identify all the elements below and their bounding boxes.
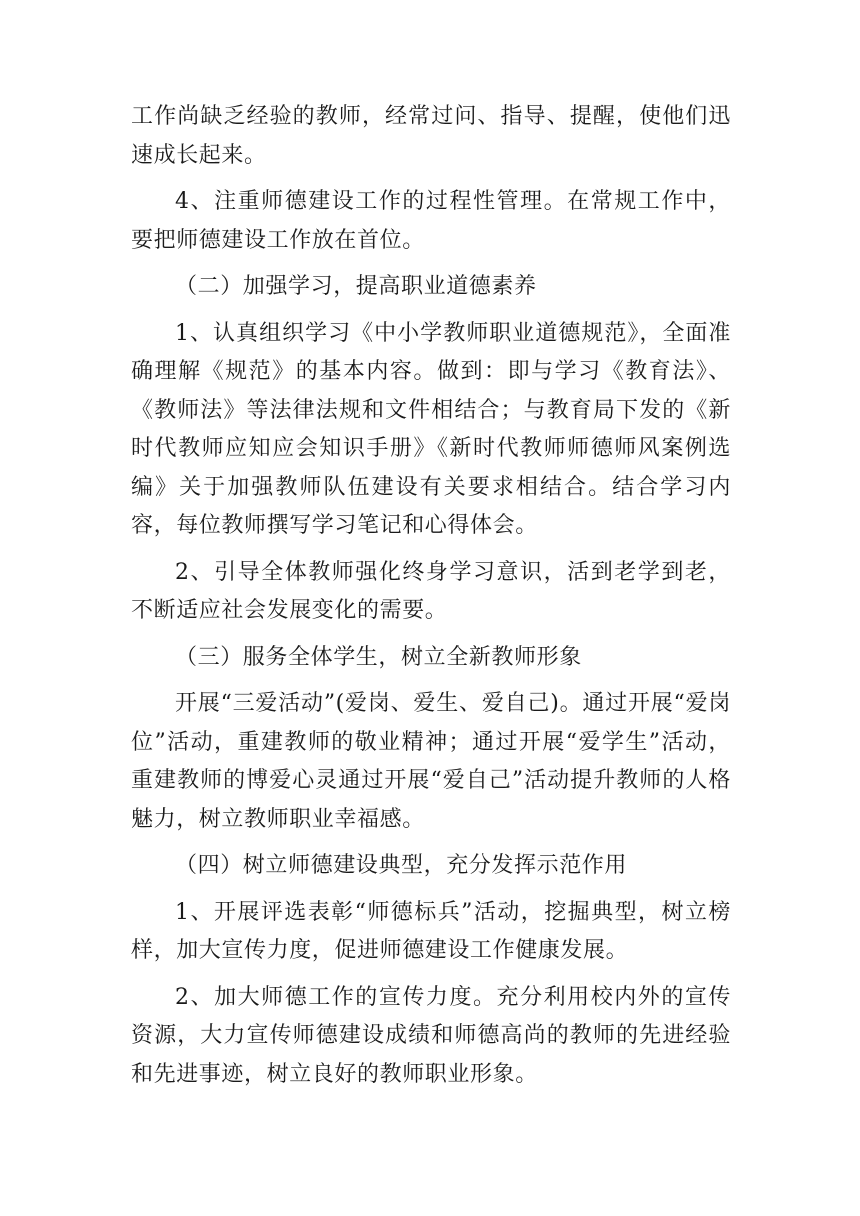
paragraph-three-love: 开展“三爱活动”(爱岗、爱生、爱自己)。通过开展“爱岗位”活动，重建教师的敬业精神；通过开展“爱学生”活动，重建教师的博爱心灵通过开展“爱自己”活动提升教师的人格魅力，树立教师职业幸福感。 bbox=[131, 691, 731, 832]
section-heading-2: （二）加强学习，提高职业道德素养 bbox=[175, 274, 537, 299]
section-heading-3: （三）服务全体学生，树立全新教师形象 bbox=[175, 644, 582, 670]
section-heading-4: （四）树立师德建设典型，充分发挥示范作用 bbox=[175, 853, 628, 878]
paragraph-continuation: 工作尚缺乏经验的教师，经常过问、指导、提醒，使他们迅速成长起来。 bbox=[131, 104, 731, 168]
paragraph-model-2: 2、加大师德工作的宣传力度。充分利用校内外的宣传资源，大力宣传师德建设成绩和师德高尚的教师的先进经验和先进事迹，树立良好的教师职业形象。 bbox=[131, 984, 731, 1087]
paragraph-item-4: 4、注重师德建设工作的过程性管理。在常规工作中，要把师德建设工作放在首位。 bbox=[131, 189, 731, 253]
paragraph-model-1: 1、开展评选表彰“师德标兵”活动，挖掘典型，树立榜样，加大宣传力度，促进师德建设工作健康发展。 bbox=[131, 899, 731, 963]
paragraph-study-1: 1、认真组织学习《中小学教师职业道德规范》，全面准确理解《规范》的基本内容。做到：即与学习《教育法》、《教师法》等法律法规和文件相结合；与教育局下发的《新时代教师应知应会知识手册》《新时代教师师德师风案例选编》关于加强教师队伍建设有关要求相结合。结合学习内容，每位教师撰写学习笔记和心得体会。 bbox=[131, 320, 731, 538]
document-body bbox=[131, 98, 731, 1102]
paragraph-study-2: 2、引导全体教师强化终身学习意识，活到老学到老，不断适应社会发展变化的需要。 bbox=[131, 559, 731, 623]
